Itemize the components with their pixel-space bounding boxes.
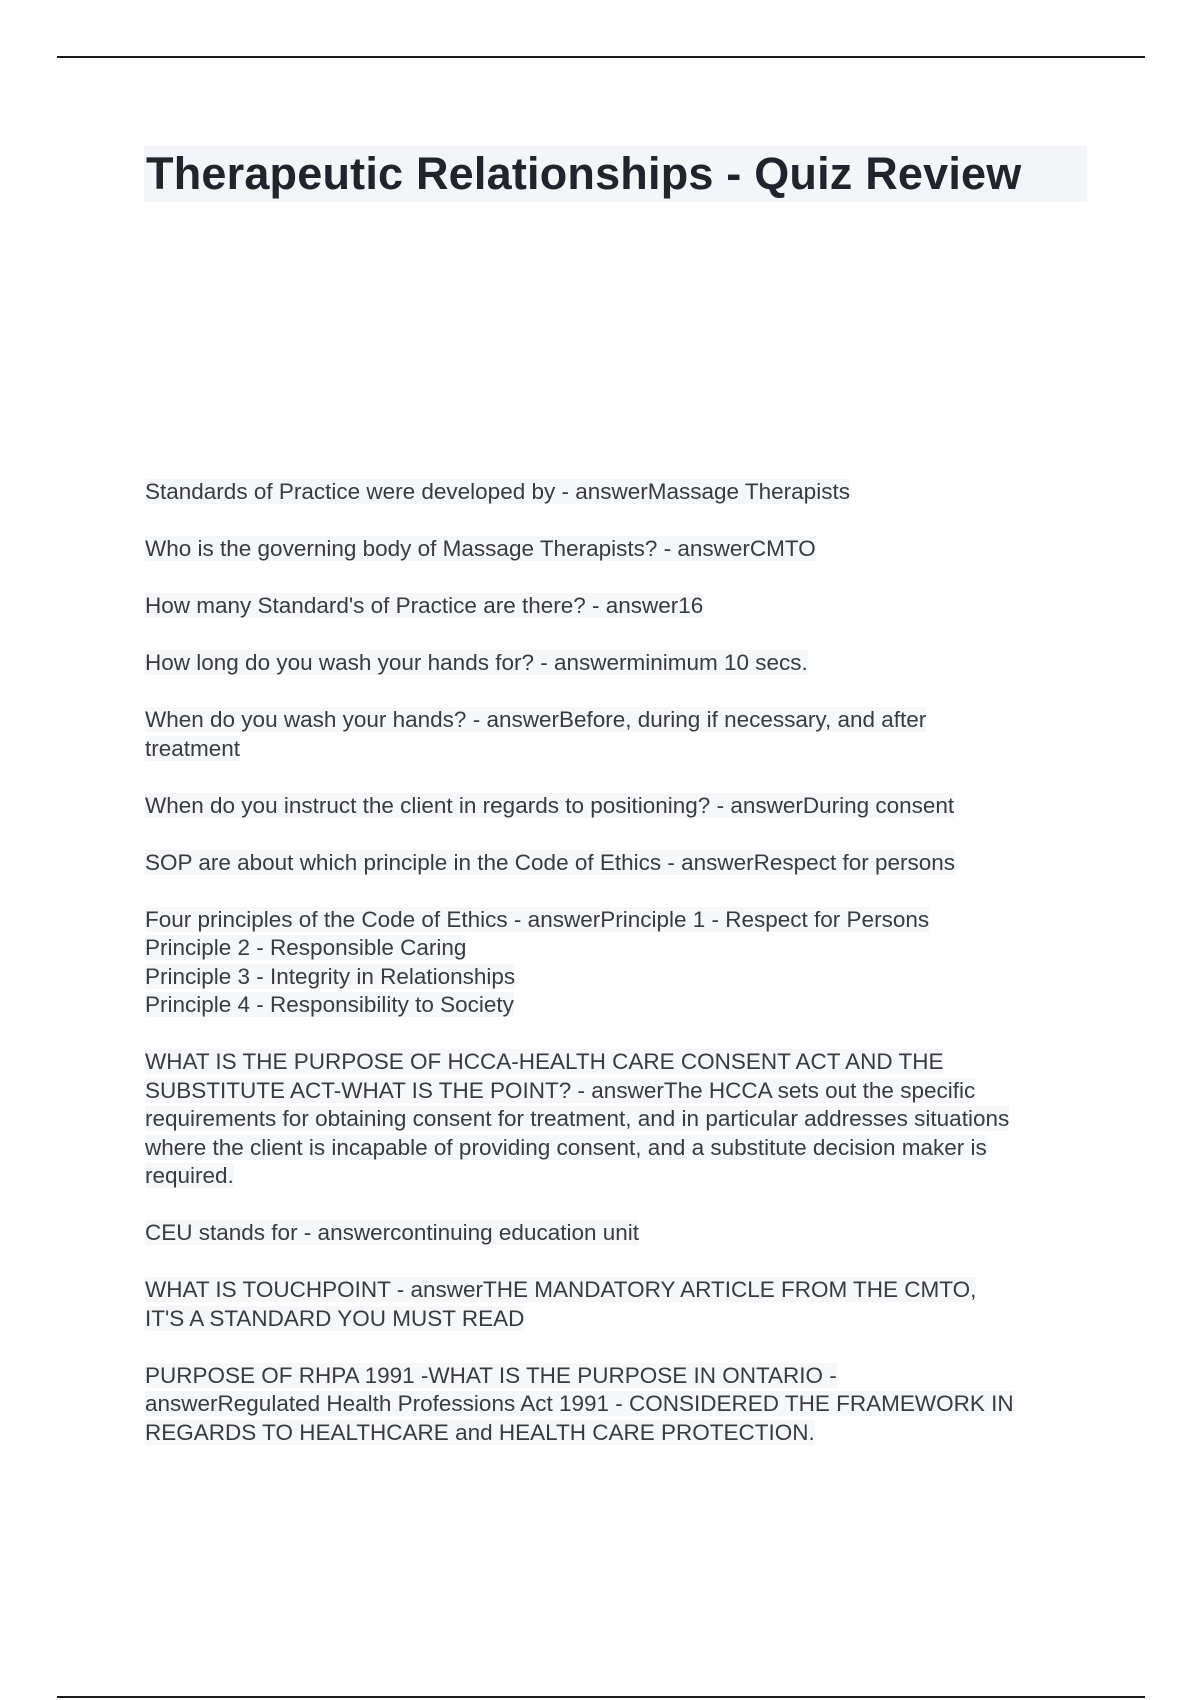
qa-line (145, 735, 1095, 764)
qa-item (145, 906, 1095, 1020)
qa-line (145, 1419, 1095, 1448)
qa-line-text: When do you wash your hands? - answerBefore, during if necessary, and after (145, 707, 927, 732)
qa-item (145, 792, 1095, 821)
qa-line-text: where the client is incapable of providing consent, and a substitute decision maker is (145, 1134, 987, 1160)
qa-line (145, 1162, 1095, 1191)
qa-line-text: answerRegulated Health Professions Act 1991 - CONSIDERED THE FRAMEWORK IN (145, 1391, 1014, 1416)
qa-line (145, 906, 1095, 935)
qa-item (145, 1362, 1095, 1448)
qa-line (145, 478, 1095, 507)
qa-item (145, 592, 1095, 621)
qa-line (145, 592, 1095, 621)
qa-line-text: How long do you wash your hands for? - answerminimum 10 secs. (145, 650, 808, 675)
qa-line (145, 1276, 1095, 1305)
qa-item (145, 706, 1095, 763)
qa-item (145, 478, 1095, 507)
qa-line-text: Standards of Practice were developed by - answerMassage Therapists (145, 479, 850, 504)
qa-line-text: Four principles of the Code of Ethics - answerPrinciple 1 - Respect for Persons (145, 906, 930, 932)
qa-item (145, 1048, 1095, 1191)
qa-line (145, 1105, 1095, 1134)
qa-line-text: CEU stands for - answercontinuing education unit (145, 1220, 640, 1245)
qa-line (145, 934, 1095, 963)
qa-line-text: Who is the governing body of Massage Therapists? - answerCMTO (145, 536, 816, 561)
qa-line-text: How many Standard's of Practice are there? - answer16 (145, 593, 704, 618)
qa-line-text: treatment (145, 735, 241, 761)
qa-line-text: SUBSTITUTE ACT-WHAT IS THE POINT? - answerThe HCCA sets out the specific (145, 1077, 976, 1103)
qa-line (145, 1305, 1095, 1334)
qa-line (145, 991, 1095, 1020)
qa-line-text: PURPOSE OF RHPA 1991 -WHAT IS THE PURPOSE IN ONTARIO - (145, 1362, 837, 1388)
qa-line (145, 792, 1095, 821)
qa-line (145, 849, 1095, 878)
title-banner (144, 146, 1087, 202)
qa-line-text: Principle 4 - Responsibility to Society (145, 992, 514, 1017)
qa-line-text: requirements for obtaining consent for treatment, and in particular addresses situations (145, 1106, 1010, 1131)
qa-line (145, 1390, 1095, 1419)
qa-item (145, 1219, 1095, 1248)
qa-line-text: SOP are about which principle in the Code of Ethics - answerRespect for persons (145, 849, 955, 875)
qa-line (145, 649, 1095, 678)
qa-line (145, 963, 1095, 992)
qa-line-text: required. (145, 1163, 234, 1188)
qa-item (145, 1276, 1095, 1333)
qa-line (145, 1077, 1095, 1106)
qa-line-text: REGARDS TO HEALTHCARE and HEALTH CARE PROTECTION. (145, 1419, 815, 1445)
qa-line-text: When do you instruct the client in regards to positioning? - answerDuring consent (145, 792, 955, 818)
qa-line (145, 1134, 1095, 1163)
qa-item (145, 849, 1095, 878)
qa-line-text: WHAT IS THE PURPOSE OF HCCA-HEALTH CARE CONSENT ACT AND THE (145, 1049, 944, 1074)
qa-item (145, 649, 1095, 678)
qa-list (145, 478, 1095, 1476)
qa-line-text: Principle 3 - Integrity in Relationships (145, 963, 516, 989)
top-rule (57, 56, 1145, 58)
page-title: Therapeutic Relationships - Quiz Review (146, 148, 1022, 199)
qa-line-text: Principle 2 - Responsible Caring (145, 935, 467, 960)
qa-line (145, 1362, 1095, 1391)
qa-line (145, 706, 1095, 735)
qa-line-text: WHAT IS TOUCHPOINT - answerTHE MANDATORY ARTICLE FROM THE CMTO, (145, 1277, 977, 1302)
qa-line (145, 535, 1095, 564)
qa-item (145, 535, 1095, 564)
qa-line-text: IT'S A STANDARD YOU MUST READ (145, 1305, 525, 1331)
bottom-rule (57, 1696, 1145, 1698)
qa-line (145, 1219, 1095, 1248)
qa-line (145, 1048, 1095, 1077)
